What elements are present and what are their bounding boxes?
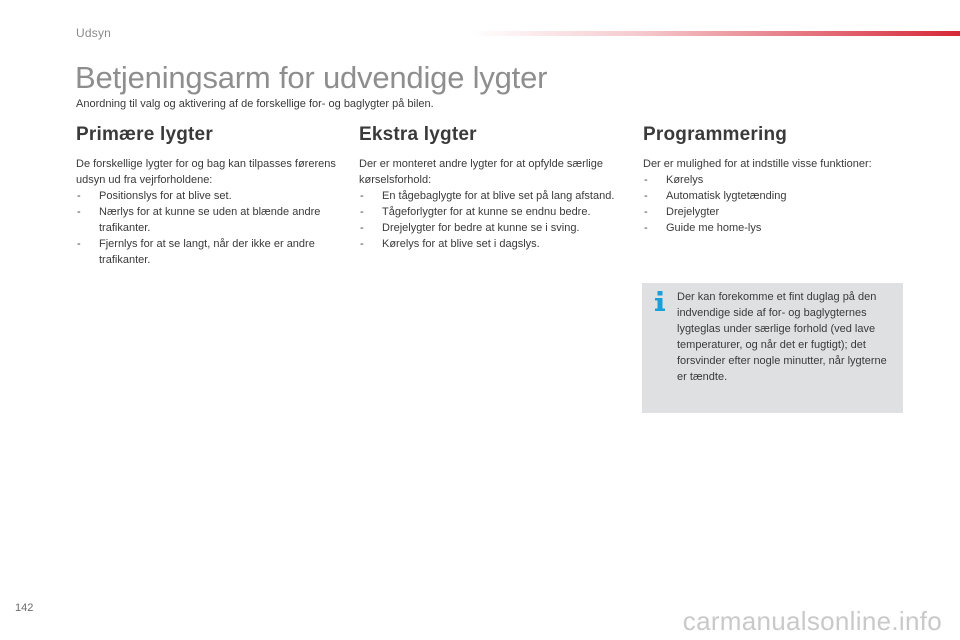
list-item: - Tågeforlygter for at kunne se endnu bedre. (360, 206, 591, 218)
list-item: - En tågebaglygte for at blive set på lang afstand. (360, 190, 615, 202)
info-icon (654, 291, 666, 311)
list-item: - Kørelys for at blive set i dagslys. (360, 238, 540, 250)
info-box (642, 283, 903, 413)
list-item: - Kørelys (644, 174, 704, 186)
column-heading: Primære lygter (76, 124, 213, 145)
bullet-list (76, 188, 338, 268)
bullet-list (359, 188, 621, 252)
column-extra-lights (359, 124, 621, 252)
info-text: Der kan forekomme et fint duglag på den indvendige side af for- og baglygternes lygteglas under særlige forhold (ved lave temperaturer, og når det er fugtigt); det forsvinder efter nogle minutter, når lygterne er tændte. (677, 291, 887, 383)
column-intro: De forskellige lygter for og bag kan tilpasses førerens udsyn ud fra vejrforholdene: (76, 158, 336, 186)
list-item: - Automatisk lygtetænding (644, 190, 787, 202)
list-item: - Fjernlys for at se langt, når der ikke er andre trafikanter. (77, 238, 315, 266)
header-rule (470, 31, 960, 36)
section-label: Udsyn (76, 26, 112, 40)
list-item: - Drejelygter (644, 206, 720, 218)
bullet-list (643, 172, 905, 236)
list-item: - Guide me home-lys (644, 222, 762, 234)
page-subtitle: Anordning til valg og aktivering af de forskellige for- og baglygter på bilen. (76, 98, 434, 110)
watermark: carmanualsonline.info (682, 606, 942, 636)
list-item: - Positionslys for at blive set. (77, 190, 232, 202)
list-item: - Nærlys for at kunne se uden at blænde andre trafikanter. (77, 206, 321, 234)
list-item: - Drejelygter for bedre at kunne se i sving. (360, 222, 580, 234)
column-heading: Programmering (643, 124, 788, 145)
column-heading: Ekstra lygter (359, 124, 477, 145)
page-title: Betjeningsarm for udvendige lygter (75, 60, 548, 95)
column-intro: Der er mulighed for at indstille visse funktioner: (643, 158, 872, 170)
column-primary-lights (76, 124, 338, 268)
column-programming (643, 124, 905, 236)
page-number: 142 (15, 602, 34, 614)
column-intro: Der er monteret andre lygter for at opfylde særlige kørselsforhold: (359, 158, 603, 186)
